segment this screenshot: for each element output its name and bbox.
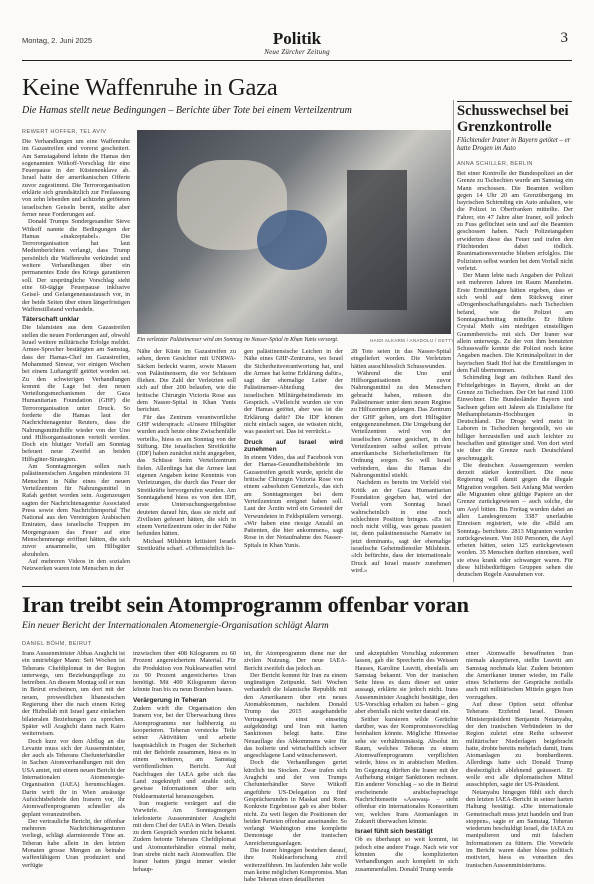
- paragraph: Der Bericht kommt für Iran zu einem ungünstigen Zeitpunkt. Seit Wochen verhandelt die Islamische Republik mit den Amerikanern über ein neues Atomabkommen, nachdem Donald Trump das 2015 ausgehandelte Vertragswerk einst einseitig aufgekündigt und Iran mit harten Sanktionen belegt hatte. Eine Neuauflage des Abkommens wäre für das isolierte und wirtschaftlich schwer angeschlagene Land wünschenswert.: [244, 671, 347, 760]
- paragraph: gen palästinensische Leichen in der Nähe eines GHF-Zentrums, wo Israel die Sicherheitsverantwortung hat, und die Armee hat keine Erklärung dafür», sagt der ehemalige Leiter der Palästinenser-Abteilung des israelischen Militärgeheimdiensts im Gespräch. «Vielleicht wurden sie von der Hamas getötet, aber was ist die Erklärung dafür? Die IDF können nicht einfach sagen, sie wüssten nicht, was passiert sei. Das ist verrückt.»: [244, 348, 343, 436]
- paragraph: tet, ihr Atomprogramm diene nur der zivilen Nutzung. Der neue IAEA-Bericht zweifelt das jedoch an.: [244, 650, 347, 672]
- column-divider: [453, 100, 454, 582]
- paragraph: In einem Video, das auf Facebook von der Hamas-Gesundheitsbehörde im Gazastreifen geteilt wurde, spricht die britische Chirurgin Victoria Rose von einem «absoluten Gemetzel», das sich am Sonntagmorgen bei dem Verteilzentrum ereignet haben soll. Laut der Ärztin wird ein Grossteil der Verwundeten in Feldspitälern versorgt. «Wir haben eine riesige Anzahl an Patienten, die hier ankommen», sagt Rose in der Notaufnahme des Nasser-Spitals in Khan Yunis.: [244, 454, 343, 549]
- lead-author: REWERT HOFFER, TEL AVIV: [22, 129, 107, 135]
- story-divider: [22, 586, 572, 587]
- paragraph: Seither kursieren wilde Gerüchte darüber, was der Kompromissvorschlag beinhalten könnte. Mögliche Hinweise sehe sie verhältnismässig. Absolut im Raum, welches Teheran zu einem Atomwaffenprogramm verpflichten würde, hiess es in arabischen Medien. Im Gegenzug dürften die Iraner mit der Aufhebung einiger Sanktionen rechnen. Ein anderer Vorschlag – so die in Beirut erscheinende arabischsprachige Nachrichtenseite «Asswaq» – sieht offenbar ein internationales Konsortium vor, welches Irans Atomanlagen in Zukunft überwachen könnte.: [355, 715, 458, 825]
- paragraph: Auf diese Option setzt offenbar Teherans Erzfeind Israel. Dessen Ministerpräsident Benjamin Netanyahu, der den iranischen Verbündeten in der Region zuletzt eine Reihe schwerer militärischer Niederlagen beigebracht hatte, drohte bereits mehrfach damit, Irans Atomanlagen zu bombardieren. Allerdings hatte sich Donald Trump diesbezüglich ablehnend geäussert. Er wolle erst alle diplomatischen Mittel ausschöpfen, sagte der US-Präsident.: [466, 701, 573, 789]
- lead-column-4: [351, 348, 451, 582]
- paragraph: Doch die Verhandlungen geriet kürzlich ins Stocken. Zwar trafen sich Araghchi und der von Trumps Chefunterhändler Steve Witkoff angeführte US-Delegation zu fünf Gesprächsrunden in Maskat und Rom. Konkrete Ergebnisse gab es aber bisher nicht. Zu weit liegen die Positionen der beiden Parteien offenbar auseinander. So verlangt Washington eine komplette Demontage der iranischen Anreicherungsanlagen.: [244, 759, 347, 847]
- side-headline: Schusswechsel bei Grenzkontrolle: [457, 103, 569, 135]
- paragraph: Die Islamisten aus dem Gazastreifen stellen die neuen Forderungen auf, obwohl Israel weitere militärische Erfolge meldet. Armee-Sprecher bestätigten am Samstag, dass der Hamas-Chef im Gazastreifen, Mohammed Sinwar, vor einigen Wochen bei einem Luftangriff getötet worden sei. Zu den schwierigen Verhandlungen kommt die Lage bei den neuen Verteilungsmechanismen der Gaza Humanitarian Foundation (GHF) die Terrororganisation unter Druck. So forderte die Hamas laut der Nachrichtenagentur Reuters, dass die Nahrungsmittelhilfe wieder von der Uno und Hilfsorganisationen verteilt werden. Doch ein blutiger Vorfall am Sonntag befeuert neue Zweifel an beiden Hilfsgüter-Strategien.: [22, 324, 130, 463]
- iran-column-4: [355, 650, 458, 873]
- paragraph: Iran reagierte verärgert auf die Vorwürfe. Am Sonntagmorgen telefonierte Aussenminister Araghchi mit dem Chef der IAEA in Wien. Details zu dem Gespräch wurden nicht bekannt. Zudem betonte Teherans Chefdiplomat und Atomunterhändler einmal mehr, Iran strebe nicht nach Atomwaffen. Die Iraner hatten jüngst immer wieder behaup-: [133, 799, 236, 873]
- iran-column-1: [22, 650, 125, 869]
- subheading: Täterschaft unklar: [22, 316, 80, 324]
- subheading: Verärgerung in Teheran: [133, 696, 207, 704]
- side-column: [457, 170, 573, 582]
- masthead: [0, 0, 594, 56]
- paragraph: Netanyahu hingegen fühlt sich durch den letzten IAEA-Bericht in seiner harten Haltung bestätigt. «Die internationale Gemeinschaft muss jetzt handeln und Iran stoppen», sagte er am Samstag. Teheran wiederum beschuldigt Israel, die IAEA zu manipulieren und mit falschen Informationen zu füttern. Die Vorwürfe im Bericht waren daher bloss politisch motiviert, hiess es vonseiten des iranischen Aussenministeriums.: [466, 788, 573, 869]
- paragraph: Auf mehreren Videos in den sozialen Netzwerken waren tote Menschen in der: [22, 557, 130, 573]
- iran-column-3: [244, 650, 348, 884]
- paragraph: Irans Aussenminister Abbas Araghchi ist ein umtriebiger Mann: Seit Wochen ist Teherans Chefdiplomat in der Region unterwegs, um Beziehungspflege zu betreiben. An diesem Montag soll er nun in Beirut erscheinen, um dort mit der neuen, prowestlichen libanesischen Regierung über die nach einem Krieg der Hizbullah mit Israel ganz einfachen bilateralen Beziehungen zu sprechen. Später will Araghchi dann nach Kairo weiterreisen.: [22, 650, 125, 738]
- paragraph: inzwischen über 408 Kilogramm zu 60 Prozent angereichertem Material. Für die Produktion von Nuklearwaffen wird zu 90 Prozent angereichertes Uran benötigt. Mit 400 Kilogramm davon könnte Iran bis zu neun Bomben bauen.: [133, 650, 236, 694]
- paragraph: Am Sonntagmorgen sollen nach palästinensischen Angaben mindestens 31 Menschen in Nähe eines der neuen Verteilzentren für Nahrungsmittel in Rafah getötet worden sein. Augenzeugen sagten der Nachrichtenagentur Associated Press sowie dem Nachrichtenportal The National aus den Vereinigten Arabischen Emiraten, dass israelische Truppen im Morgengrauen das Feuer auf eine Menschenmenge eröffnet hätten, die sich zuvor ansammelte, um Hilfsgüter abzuholen.: [22, 463, 130, 558]
- iran-column-5: [466, 650, 573, 869]
- paragraph: Nähe der Küste im Gazastreifen zu sehen, deren Gesichter mit UNRWA-Säcken bedeckt waren, sowie Massen von Palästinensern, die vor Schüssen fliehen. Die Zahl der Verletzten soll sich auf über 200 belaufen, wie die britische Chirurgin Victoria Rose aus dem Nasser-Spital in Khan Yunis berichtet.: [137, 348, 236, 414]
- lead-column-1: [22, 138, 130, 582]
- photo-caption: Ein verletzter Palästinenser wird am Sonntag im Nasser-Spital in Khan Yunis versorgt.: [137, 337, 339, 343]
- paragraph: Donald Trumps Sondergesandter Steve Witkoff nannte die Bedingungen der Hamas «inakzeptabel». Die Terrororganisation hat laut Medienberichten verlangt, dass Trump persönlich die Waffenruhe verkündet und weitere Verhandlungen über ein permanentes Ende des Kriegs garantieren soll. Der ursprüngliche Vorschlag sieht eine 60-tägige Feuerpause inklusive Geisel- und Gefangenenaustausch vor, in der beide Seiten über einen längerfristigen Waffenstillstand verhandeln.: [22, 218, 130, 313]
- lead-column-2: [137, 348, 236, 582]
- paragraph: Die deutschen Aussengrenzen werden derzeit stärker kontrolliert. Die neue Regierung will damit gegen die illegale Migration vorgehen. Seit Anfang Mai werden alle Migranten ohne gültige Papiere an der Grenze zurückgewiesen – auch solche, die um Asyl bitten. Bis Freitag wurden dabei an allen Landesgrenzen 3387 unerlaubte Einreisen registriert, wie die «Bild am Sonntag» berichtete. 2813 Migranten wurden zurückgewiesen. Von 160 Personen, die Asyl erbeten hätten, seien 125 zurückgewiesen worden. 35 Menschen durften einreisen, weil sie etwa krank oder schwanger waren. Für diese hilfsbedürftigen Gruppen sehen die deutschen Regeln Ausnahmen vor.: [457, 461, 573, 579]
- paragraph: 28 Tote seien in das Nasser-Spital eingeliefert worden. Die Verletzten hätten ausschliesslich Schusswunden.: [351, 348, 451, 370]
- side-author: ANNA SCHILLER, BERLIN: [457, 161, 533, 167]
- iran-column-2: [133, 650, 236, 873]
- photo-credit: HAIDI ALKARM / ANADOLU / GETTY: [370, 338, 455, 343]
- paragraph: Michael Milshtein kritisiert Israels Streitkräfte scharf. «Offensichtlich lie-: [137, 537, 236, 553]
- lead-column-3: [244, 348, 343, 582]
- iran-subhead: Ein neuer Bericht der Internationalen Atomenergie-Organisation schlägt Alarm: [22, 620, 329, 631]
- lead-subhead: Die Hamas stellt neue Bedingungen – Berichte über Tote bei einem Verteilzentrum: [22, 105, 352, 116]
- paragraph: Schirnding liegt am östlichen Rand des Fichtelgebirges in Bayern, direkt an der Grenze zu Tschechien. Der Ort hat rund 1100 Einwohner. Die Bundesländer Bayern und Sachsen gelten seit Jahren als Einfallstor für Methamphetamin-Hochburgen in Deutschland. Die Droge wird meist in Laboren in Tschechien hergestellt, wo sie billiger herzustellen und auch leichter zu beschaffen und günstiger sind. Von dort wird sie über die Grenze nach Deutschland geschmuggelt.: [457, 374, 573, 462]
- paragraph: Der Mann lebte nach Angaben der Polizei seit mehreren Jahren im Raum Mannheim. Erste Ermittlungen hätten ergeben, dass er sich wohl auf dem Rückweg einer «Drogenbeschaffungsfahrt» nach Tschechien befand, wie die Polizei am Sonntagnachmittag mitteilte. Er führte Crystal Meth «im niedrigen einstelligen Grammbereich» mit sich. Der Iraner war allein unterwegs. Zu der von ihm benutzten Schusswaffe konnte die Polizei noch keine Angaben machen. Die Kriminalpolizei in der bayrischen Stadt Hof hat die Ermittlungen in dem Fall übernommen.: [457, 272, 573, 375]
- iran-author: DANIEL BÖHM, BEIRUT: [22, 641, 92, 647]
- paragraph: Der vertrauliche Bericht, der offenbar mehreren Nachrichtenagenturen vorliegt, schlägt alarmierende Töne an. Teheran habe allein in den letzten Monaten grosse Mengen an beinahe waffenfähigem Uran produziert und verfügte: [22, 817, 125, 869]
- side-story-rule: [457, 101, 572, 102]
- paragraph: Während die Uno und Hilfsorganisationen zuvor Nahrungsmittel zu den Menschen gebracht haben, müssen die Palästinenser unter dem neuen Regime zu Hilfszentren gelangen. Das Zentrum der GHF gehen, um dort Hilfsgüter entgegenzunehmen. Die Umgebung der Verteilzentren wird von der israelischen Armee gesichert, in den Verteilzentren selbst sollen private amerikanische Sicherheitsfirmen für Ordnung sorgen. So will Israel verhindern, dass die Hamas die Nahrungsmittel stiehlt.: [351, 369, 452, 480]
- iran-headline: Iran treibt sein Atomprogramm offenbar voran: [22, 592, 469, 617]
- paragraph: Bei einer Kontrolle der Bundespolizei an der Grenze zu Tschechien wurde am Samstag ein Mann erschossen. Die Beamten wollten gegen 14 Uhr 20 am Grenzübergang im bayrischen Schirnding ein Auto anhalten, wie die Polizei in Oberfranken mitteilte. Der Fahrer, ein 47 Jahre alter Iraner, soll jedoch zu Fuss geflüchtet sein und auf die Beamten geschossen haben. Nach Polizeiangaben erwiderten diese das Feuer und trafen den Flüchtenden dabei tödlich. Reanimationsversuche blieben erfolglos. Die Polizisten selbst wurden bei dem Vorfall nicht verletzt.: [457, 170, 573, 272]
- paragraph: Die Iraner hingegen bestehen darauf, ihre Nuklearforschung zivil weiterzuführen. Im laufenden Jahr wolle man keine möglichen Kompromiss. Man habe Teheran einen detaillierten: [244, 847, 348, 884]
- paragraph: Nachdem es bereits im Vorfeld viel Kritik an der Gaza Humanitarian Foundation gegeben hat, wird der Vorfall vom Sonntag Israel wahrscheinlich in eine noch schlechtere Position bringen. «Es ist noch nicht völlig, was genau passiert ist, denn palästinensische Narrativ ist jetzt dominant», sagt der ehemalige israelische Geheimdienstler Milshtein. «Ich befürchte, dass der internationale Druck auf Israel massiv zunehmen wird.»: [351, 479, 451, 574]
- paragraph: Für das Zentrum verantwortliche GHF widersprach: «Unsere Hilfsgüter wurden auch heute ohne Zwischenfälle verteilt», hiess es am Sonntag von der Stiftung. Die israelischen Streitkräfte (IDF) haben zunächst nicht angegeben, das Schüsse beim Verteilzentrum fielen. Allerdings hat die Armee laut eigenen Angaben keine Kenntnis von Verletzungen, die durch das Feuer der Streitkräfte hervorgerufen wurden. Am Sonntagabend hiess es von den IDF, erste Untersuchungsergebnisse deuteten darauf hin, dass sie nicht auf Zivilisten gefeuert hätten, die sich in einem Verteilzentrum oder in der Nähe befunden hätten.: [137, 413, 236, 538]
- page-number: 3: [560, 30, 568, 46]
- side-subhead: Flüchtender Iraner in Bayern getötet – er hatte Drogen im Auto: [457, 137, 571, 152]
- subheading: Israel fühlt sich bestätigt: [355, 828, 433, 836]
- subheading: Druck auf Israel wird zunehmen: [244, 438, 343, 453]
- issue-date: Montag, 2. Juni 2025: [22, 36, 93, 45]
- lead-headline: Keine Waffenruhe in Gaza: [22, 74, 278, 101]
- news-photo: [137, 130, 451, 334]
- paragraph: Ob es überhaupt so weit kommt, ist jedoch eine andere Frage. Nach wie vor könnten die komplizierten Verhandlungen auch komplett in sich zusammenfallen. Donald Trump werde: [355, 836, 458, 873]
- paragraph: Die Verhandlungen um eine Waffenruhe im Gazastreifen sind vorerst gescheitert. Am Samstagabend lehnte die Hamas den sogenannten Witkoff-Vorschlag für eine Feuerpause in der Küstenenklave ab. Israel hatte der amerikanischen Offerte zuvor zugestimmt. Die Terrororganisation erklärte sich grundsätzlich zur Freilassung von zehn lebenden und achtzehn getöteten israelischen Geiseln bereit, stellte aber ferner neue Forderungen auf.: [22, 138, 130, 218]
- masthead-rule: [22, 60, 572, 61]
- newspaper-name: Neue Zürcher Zeitung: [264, 48, 330, 56]
- paragraph: Zudem wirft die Organisation den Iranern vor, bei der Überwachung ihres Atomprogramms nur halbherzig zu kooperieren. Teheran verstecke Teile seiner Aktivitäten und arbeite hauptsächlich in Fragen der Sicherheit mit der Behörde zusammen, hiess es in einem weiteren, am Samstag veröffentlichten Bericht. Auf Nachfragen der IAEA gebe sich das Land zugeknöpft und strahle sich, gewisse Informationen über sein Nuklearmaterial herauszugeben.: [133, 705, 236, 800]
- paragraph: Doch kurz vor dem Abflug an die Levante muss sich der Aussenminister, der auch als Teherans Chefunterhändler in Sachen Atomverhandlungen mit den USA amtet, mit einem neuen Bericht der Internationalen Atomenergie-Organisation (IAEA) herumschlagen. Darin wirft ihr in Wien ansässige Aufsichtsbehörde den Iranern vor, ihr Atomwaffenprogramm schneller als geplant voranzutreiben.: [22, 737, 125, 818]
- paragraph: und akzeptablen Vorschlag zukommen lassen, gab die Sprecherin des Weissen Hauses, Karoline Leavitt, ebenfalls am Samstag bekannt. Von der iranischen Seite hiess es dazu dieser sei unter aussagt, erklärte sie jedoch nicht. Irans Aussenminister Araghchi bestätigte, den US-Vorschlag erhalten zu haben – ging aber ebenfalls nicht weiter darauf ein.: [355, 650, 458, 716]
- section-title: Politik: [272, 29, 322, 48]
- paragraph: einer Atomwaffe bewaffneten Iran niemals akzeptieren, stellte Leavitt am Samstag nochmals klar. Zudem betonten die Amerikaner immer wieder, im Falle eines Scheiterns der Gespräche notfalls auch mit militärischen Mitteln gegen Iran vorzugehen.: [466, 650, 573, 701]
